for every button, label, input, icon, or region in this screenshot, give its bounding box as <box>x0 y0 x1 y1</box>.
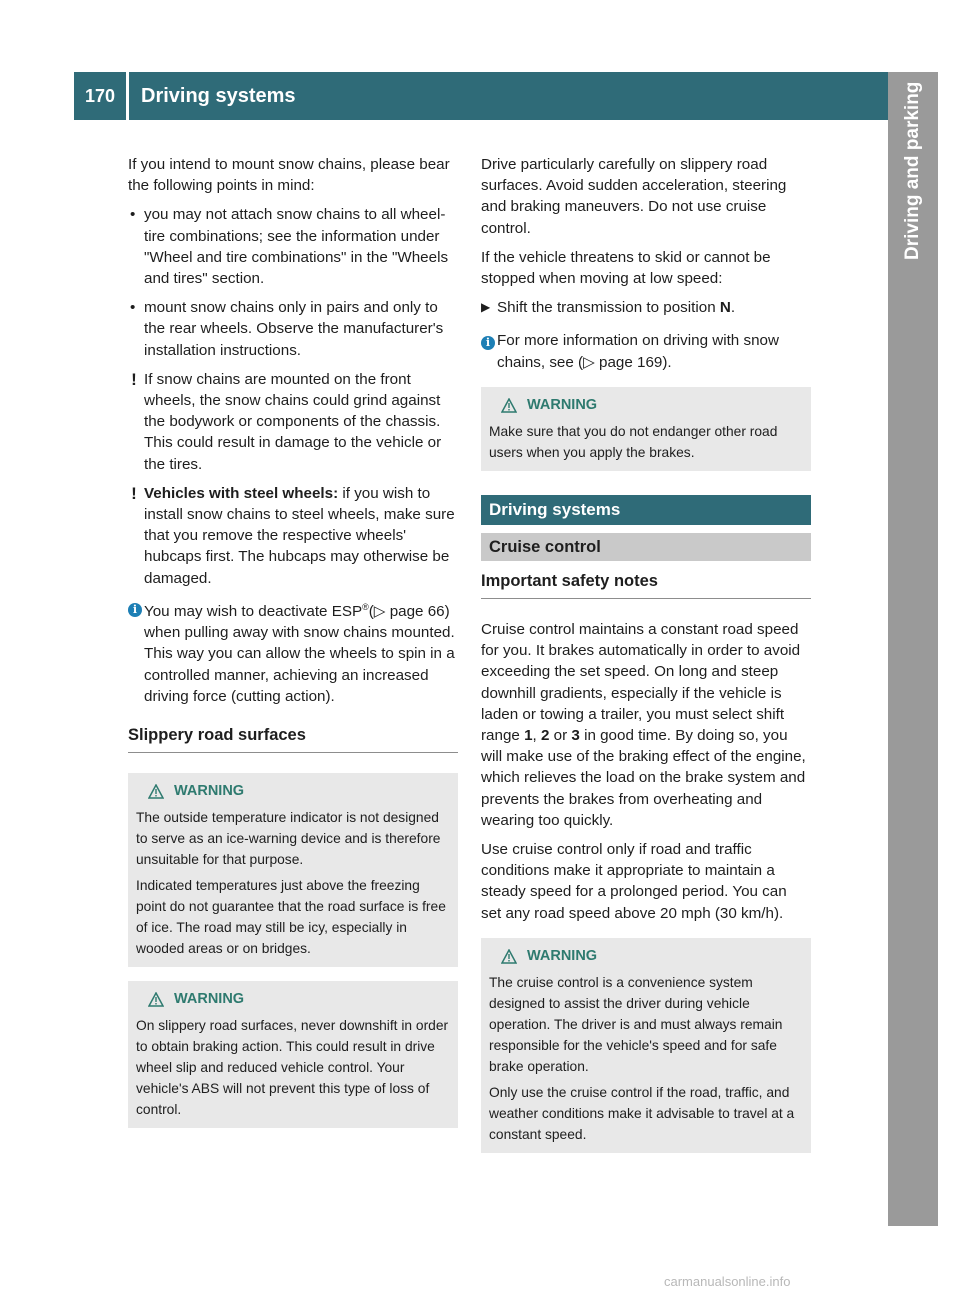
damage-note <box>128 369 458 475</box>
snow-chains-info-note <box>481 330 811 372</box>
separator: , <box>532 727 541 745</box>
warning-label: WARNING <box>174 783 245 800</box>
list-item <box>128 297 458 361</box>
list-item <box>128 204 458 289</box>
note-bold-label: Vehicles with steel wheels: <box>144 484 339 502</box>
warning-label: WARNING <box>527 947 598 964</box>
body-text: If the vehicle threatens to skid or cannot be stopped when moving at low speed: <box>481 248 771 288</box>
list-item-text: mount snow chains only in pairs and only to the rear wheels. Observe the manufacturer's installation instructions. <box>144 299 444 359</box>
left-column <box>128 154 458 1142</box>
subsection-bar-cruise-control: Cruise control <box>481 533 811 561</box>
shift-range: 2 <box>540 727 550 745</box>
page-header <box>74 72 888 120</box>
exclamation-icon: ! <box>131 369 137 389</box>
warning-text: The cruise control is a convenience system designed to assist the driver during vehicle operation. The driver is and must always remain responsible for the vehicle's speed and for safe brake operation. <box>489 974 783 1074</box>
intro-text: If you intend to mount snow chains, please bear the following points in mind: <box>128 156 450 195</box>
right-column <box>481 154 811 1167</box>
section-bar-driving-systems: Driving systems <box>481 495 811 525</box>
esp-info-note <box>128 597 458 707</box>
step-text-end: . <box>730 299 736 317</box>
body-text-part: Cruise control maintains a constant road speed for you. It brakes automatically in order to avoid exceeding the set speed. On long and steep downhill gradients, especially if the vehicle is laden or towing a trailer, you must select shift range <box>481 621 801 745</box>
body-text <box>481 619 811 831</box>
warning-box <box>481 938 811 1153</box>
warning-text: On slippery road surfaces, never downshift in order to obtain braking action. This could result in drive wheel slip and reduced vehicle control. Your vehicle's ABS will not prevent this type of loss of control. <box>136 1018 449 1118</box>
info-text: For more information on driving with snow chains, see (▷ page 169). <box>497 332 779 371</box>
warning-triangle-icon <box>148 784 164 799</box>
warning-header <box>148 781 450 802</box>
section-heading-safety: Important safety notes <box>481 571 811 599</box>
warning-text: Indicated temperatures just above the freezing point do not guarantee that the road surface is free of ice. The road may still be icy, especially in wooded areas or on bridges. <box>136 878 446 957</box>
warning-triangle-icon <box>501 398 517 413</box>
info-text-b: (▷ page 66) when pulling away with snow chains mounted. This way you can allow the wheels to spin in a controlled manner, achieving an increased driving force (cutting action). <box>144 602 455 705</box>
bullet-dot: • <box>130 206 136 224</box>
list-item-text: you may not attach snow chains to all wheel-tire combinations; see the information under "Wheel and tire combinations" in the "Wheels and tires" section. <box>144 206 449 288</box>
warning-box <box>481 387 811 471</box>
warning-label: WARNING <box>527 396 598 413</box>
warning-text: Only use the cruise control if the road, traffic, and weather conditions make it advisable to travel at a constant speed. <box>489 1084 795 1142</box>
note-text: If snow chains are mounted on the front wheels, the snow chains could grind against the bodywork or components of the chassis. This could result in damage to the vehicle or the tires. <box>144 370 442 473</box>
watermark-text: carmanualsonline.info <box>664 1274 791 1289</box>
shift-range: 1 <box>524 727 533 745</box>
note-text: if you wish to install snow chains to steel wheels, make sure that you remove the respective wheels' hubcaps first. The hubcaps may otherwise be damaged. <box>144 484 455 587</box>
body-text-part: in good time. By doing so, you will make use of the braking effect of the engine, which relieves the load on the brake system and prevents the brakes from overheating and wearing too quickly. <box>481 727 806 829</box>
info-icon: i <box>481 331 493 352</box>
step-arrow-icon: ▶ <box>481 300 491 315</box>
separator: or <box>549 727 572 745</box>
page-number: 170 <box>84 85 116 106</box>
warning-triangle-icon <box>501 949 517 964</box>
warning-label: WARNING <box>174 991 245 1008</box>
section-heading-slippery: Slippery road surfaces <box>128 725 458 753</box>
page-title: Driving systems <box>141 85 296 107</box>
warning-box <box>128 773 458 967</box>
gear-position: N <box>719 299 731 317</box>
warning-box <box>128 981 458 1128</box>
bullet-dot: • <box>130 299 136 317</box>
side-chapter-label: Driving and parking <box>902 82 923 261</box>
body-text: Use cruise control only if road and traffic conditions make it appropriate to maintain a steady speed for a prolonged period. You can set any road speed above 20 mph (30 km/h). <box>481 841 787 922</box>
side-chapter-tab <box>888 72 938 1226</box>
warning-header <box>148 989 450 1010</box>
header-divider <box>126 72 129 120</box>
warning-text: Make sure that you do not endanger other road users when you apply the brakes. <box>489 423 778 460</box>
step-text: Shift the transmission to position <box>497 299 720 317</box>
shift-range: 3 <box>571 727 580 745</box>
exclamation-icon: ! <box>131 483 137 503</box>
warning-header <box>501 395 803 416</box>
body-text: Drive particularly carefully on slippery road surfaces. Avoid sudden acceleration, steering and braking maneuvers. Do not use cruise control. <box>481 156 787 237</box>
warning-header <box>501 946 803 967</box>
info-text-a: You may wish to deactivate ESP <box>144 602 363 620</box>
instruction-step <box>481 297 811 318</box>
warning-triangle-icon <box>148 992 164 1007</box>
registered-mark: ® <box>362 601 369 612</box>
steel-wheels-note <box>128 483 458 589</box>
info-icon: i <box>128 598 140 619</box>
warning-text: The outside temperature indicator is not designed to serve as an ice-warning device and is therefore unsuitable for that purpose. <box>136 810 441 868</box>
